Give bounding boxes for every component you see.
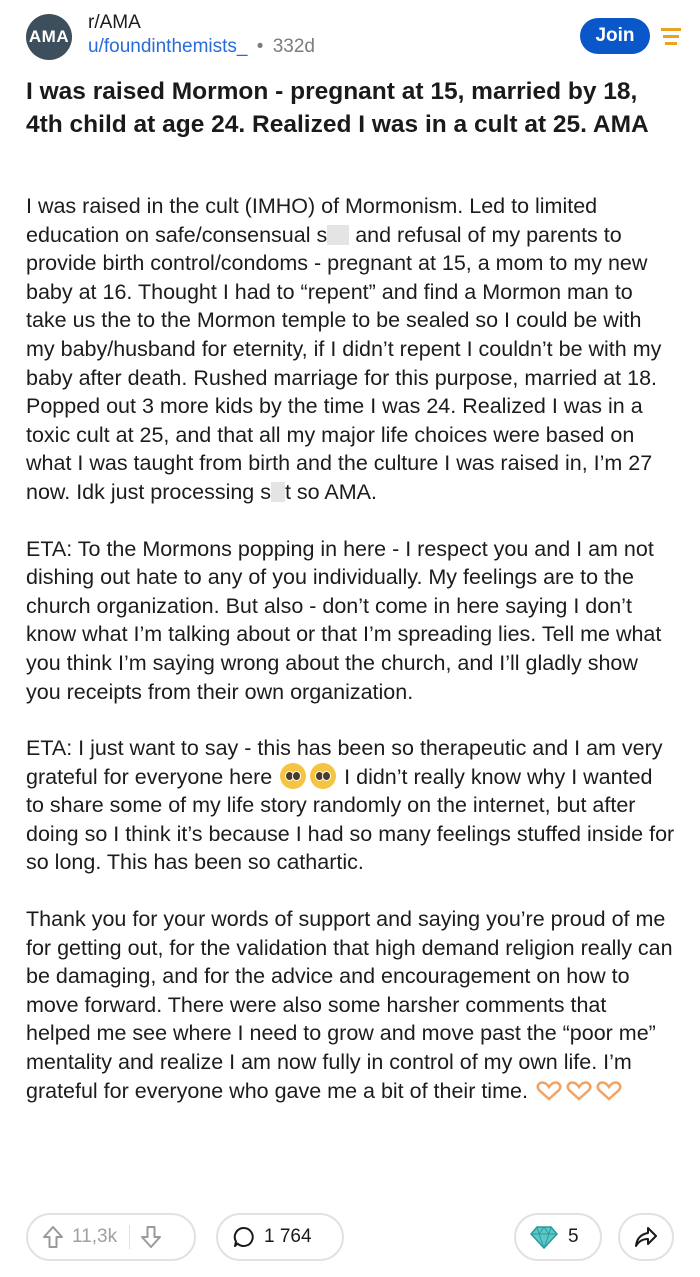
comment-count: 1 764 xyxy=(264,1226,312,1247)
vote-control xyxy=(26,1213,196,1261)
diamond-icon xyxy=(530,1225,558,1249)
post-meta xyxy=(88,36,315,58)
heart-hands-icon xyxy=(596,1081,622,1101)
vote-divider xyxy=(129,1225,130,1249)
paragraph-text: t so AMA. xyxy=(284,479,377,504)
award-button[interactable] xyxy=(514,1213,602,1261)
share-button[interactable] xyxy=(618,1213,674,1261)
paragraph-text: Thank you for your words of support and saying you’re proud of me for getting out, for the validation that high demand religion really can be damaging, and for the advice and encouragement on how to move forward. There were also some harsher comments that helped me see where I need to grow and move past the “poor me” mentality and realize I am now fully in control of my own life. I’m grateful for everyone who gave me a bit of their time. xyxy=(26,907,673,1103)
post-title: I was raised Mormon - pregnant at 15, married by 18, 4th child at age 24. Realized I was in a cult at 25. AMA xyxy=(26,78,649,138)
username-link[interactable]: u/foundinthemists_ xyxy=(88,36,248,57)
heart-hands-icon xyxy=(566,1081,592,1101)
pleading-face-icon xyxy=(310,763,336,789)
comments-button[interactable] xyxy=(216,1213,344,1261)
menu-icon[interactable] xyxy=(660,26,682,48)
join-button[interactable]: Join xyxy=(580,18,650,54)
heart-hands-icon xyxy=(536,1081,562,1101)
body-paragraph xyxy=(26,734,676,877)
subreddit-avatar[interactable]: AMA xyxy=(26,14,72,60)
meta-separator: • xyxy=(256,36,264,57)
post-actions xyxy=(26,1213,686,1265)
body-paragraph xyxy=(26,905,676,1105)
post-age: 332d xyxy=(272,36,315,57)
arrow-up-icon[interactable] xyxy=(42,1225,64,1249)
paragraph-text: ETA: I just want to say - this has been so therapeutic and I am very grateful for everyone here xyxy=(26,736,663,789)
paragraph-text: I was raised in the cult (IMHO) of Mormonism. Led to limited education on safe/consensual s xyxy=(26,194,598,247)
award-count: 5 xyxy=(568,1226,579,1247)
arrow-down-icon[interactable] xyxy=(140,1225,162,1249)
paragraph-text: and refusal of my parents to provide birth control/condoms - pregnant at 15, a mom to my new baby at 16. Thought I had to “repent” and find a Mormon man to take us the to the Mormon temple to be sealed so I could be with my baby/husband for eternity, if I didn’t repent I couldn’t be with my baby after death. Rushed marriage for this purpose, married at 18. Popped out 3 more kids by the time I was 24. Realized I was in a toxic cult at 25, and that all my major life choices were based on what I was taught from birth and the culture I was raised in, I’m 27 now. Idk just processing s xyxy=(26,222,662,504)
body-paragraph xyxy=(26,192,676,507)
pleading-face-icon xyxy=(280,763,306,789)
post-body xyxy=(26,192,676,1133)
censor-block xyxy=(327,225,349,245)
post-header xyxy=(26,12,686,64)
body-paragraph: ETA: To the Mormons popping in here - I respect you and I am not dishing out hate to any of you individually. My feelings are to the church organization. But also - don’t come in here saying I don’t know what I’m talking about or that I’m spreading lies. Tell me what you think I’m saying wrong about the church, and I’ll gladly show you receipts from their own organization. xyxy=(26,536,662,704)
comment-bubble-icon xyxy=(232,1225,256,1249)
subreddit-name[interactable]: r/AMA xyxy=(88,12,141,33)
censor-block xyxy=(271,482,285,502)
paragraph-text: I didn’t really know why I wanted to share some of my life story randomly on the internet, but after doing so I think it’s because I had so many feelings stuffed inside for so long. This has been so cathartic. xyxy=(26,764,675,875)
upvote-count: 11,3k xyxy=(72,1226,118,1247)
share-arrow-icon xyxy=(634,1226,658,1248)
